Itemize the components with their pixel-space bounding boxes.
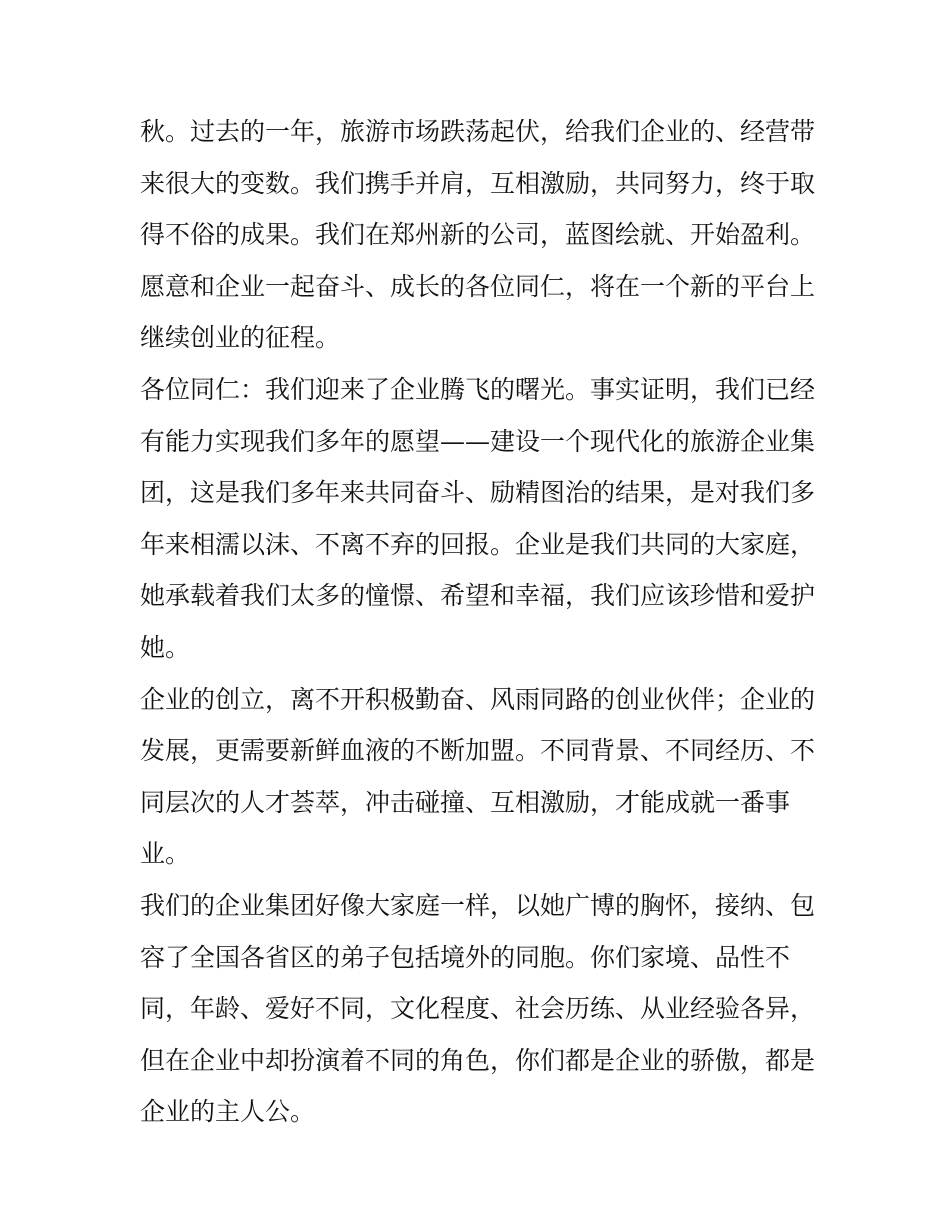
text-line: 但在企业中却扮演着不同的角色，你们都是企业的骄傲，都是 [140,1045,816,1075]
text-line: 业。 [140,839,191,869]
text-line: 团，这是我们多年来共同奋斗、励精图治的结果，是对我们多 [140,478,816,508]
document-body [140,106,820,1138]
text-line: 同层次的人才荟萃，冲击碰撞、互相激励，才能成就一番事 [140,787,791,817]
text-line: 各位同仁：我们迎来了企业腾飞的曙光。事实证明，我们已经 [140,374,816,404]
text-line: 她承载着我们太多的憧憬、希望和幸福，我们应该珍惜和爱护 [140,581,816,611]
text-line: 继续创业的征程。 [140,323,341,353]
text-line: 企业的创立，离不开积极勤奋、风雨同路的创业伙伴；企业的 [140,684,816,714]
text-line: 容了全国各省区的弟子包括境外的同胞。你们家境、品性不 [140,942,791,972]
text-line: 年来相濡以沫、不离不弃的回报。企业是我们共同的大家庭， [140,529,816,559]
text-line: 有能力实现我们多年的愿望——建设一个现代化的旅游企业集 [140,426,816,456]
text-line: 同，年龄、爱好不同，文化程度、社会历练、从业经验各异， [140,994,816,1024]
text-line: 发展，更需要新鲜血液的不断加盟。不同背景、不同经历、不 [140,736,816,766]
text-line: 我们的企业集团好像大家庭一样，以她广博的胸怀，接纳、包 [140,890,816,920]
text-line: 企业的主人公。 [140,1097,316,1127]
text-line: 她。 [140,632,191,662]
text-line: 来很大的变数。我们携手并肩，互相激励，共同努力，终于取 [140,168,816,198]
text-line: 愿意和企业一起奋斗、成长的各位同仁，将在一个新的平台上 [140,271,816,301]
text-line: 得不俗的成果。我们在郑州新的公司，蓝图绘就、开始盈利。 [140,220,816,250]
text-line: 秋。过去的一年，旅游市场跌荡起伏，给我们企业的、经营带 [140,117,816,146]
